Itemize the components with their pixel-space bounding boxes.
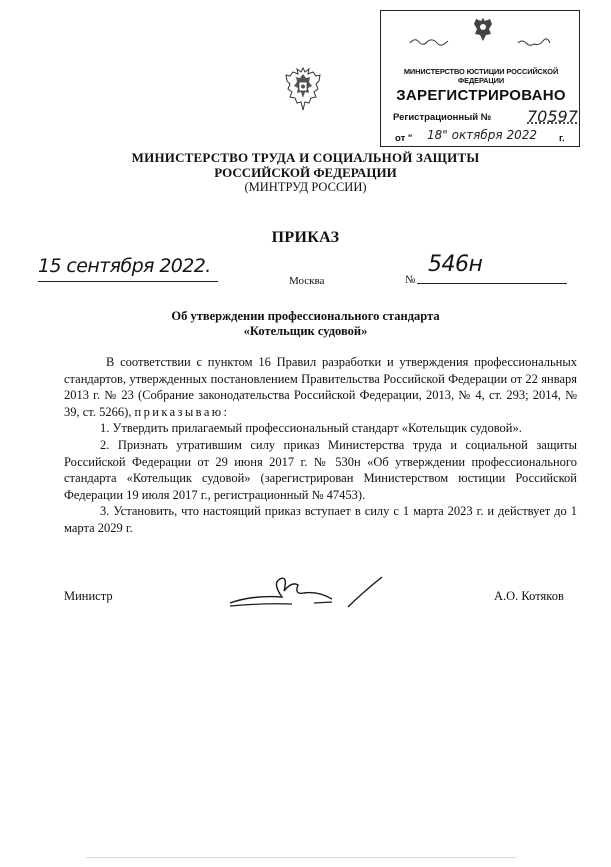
number-underline (417, 283, 567, 284)
order-title-line2: «Котельщик судовой» (243, 324, 368, 338)
stamp-scribble-icon (409, 35, 449, 47)
order-item-2: 2. Признать утратившим силу приказ Министерства труда и социальной защиты Российской Федерации от 29 июня 2017 г. № 530н «Об утверждении профессионального стандарта «Котельщик судовой» (зарегистрирован Министерством юстиции Российской Федерации 19 июля 2017 г., регистрационный № 47453). (64, 437, 577, 502)
registration-stamp (380, 10, 580, 147)
stamp-year-suffix: г. (559, 133, 565, 144)
stamp-status: ЗАРЕГИСТРИРОВАНО (396, 87, 566, 104)
order-verb: приказываю: (134, 404, 230, 419)
stamp-from-label: от " (395, 133, 413, 144)
order-title-line1: Об утверждении профессионального стандарта (171, 309, 440, 323)
ministry-name-line2: РОССИЙСКОЙ ФЕДЕРАЦИИ (214, 165, 397, 180)
ministry-name-line1: МИНИСТЕРСТВО ТРУДА И СОЦИАЛЬНОЙ ЗАЩИТЫ (131, 150, 480, 165)
order-body (64, 354, 577, 537)
preamble-text: В соответствии с пунктом 16 Правил разработки и утверждения профессиональных стандартов, утвержденных постановлением Правительства Российской Федерации от 22 января 2013 г. № 23 (Собрание законодательства Российской Федерации, 2013, № 4, ст. 293; 2014, № 39, ст. 5266), (64, 355, 577, 419)
order-item-3: 3. Установить, что настоящий приказ вступает в силу с 1 марта 2023 г. и действует до 1 марта 2029 г. (64, 504, 577, 535)
russian-coat-of-arms-icon (283, 66, 323, 114)
order-city: Москва (289, 275, 325, 287)
stamp-scribble-icon (517, 37, 551, 49)
page-bottom-edge (86, 857, 516, 858)
date-underline (38, 281, 218, 282)
stamp-ministry-text: МИНИСТЕРСТВО ЮСТИЦИИ РОССИЙСКОЙ ФЕДЕРАЦИИ (403, 67, 559, 85)
order-item-1: 1. Утвердить прилагаемый профессиональный стандарт «Котельщик судовой». (100, 421, 522, 436)
stamp-registration-number: 70597 (527, 107, 578, 126)
signer-name: А.О. Котяков (494, 589, 564, 603)
stamp-eagle-emblem-icon (471, 15, 495, 43)
ministry-short-name: (МИНТРУД РОССИИ) (244, 180, 367, 194)
handwritten-signature-icon (222, 573, 392, 613)
document-type-title: ПРИКАЗ (271, 229, 340, 246)
stamp-registration-label: Регистрационный № (393, 112, 492, 123)
signer-position: Министр (64, 589, 113, 603)
body-paragraph-preamble (64, 354, 577, 420)
order-number-handwritten: 546н (428, 252, 483, 277)
order-date-handwritten: 15 сентября 2022. (38, 255, 211, 277)
stamp-registration-date: 18" октября 2022 (427, 128, 537, 142)
order-number-label: № (405, 274, 416, 286)
